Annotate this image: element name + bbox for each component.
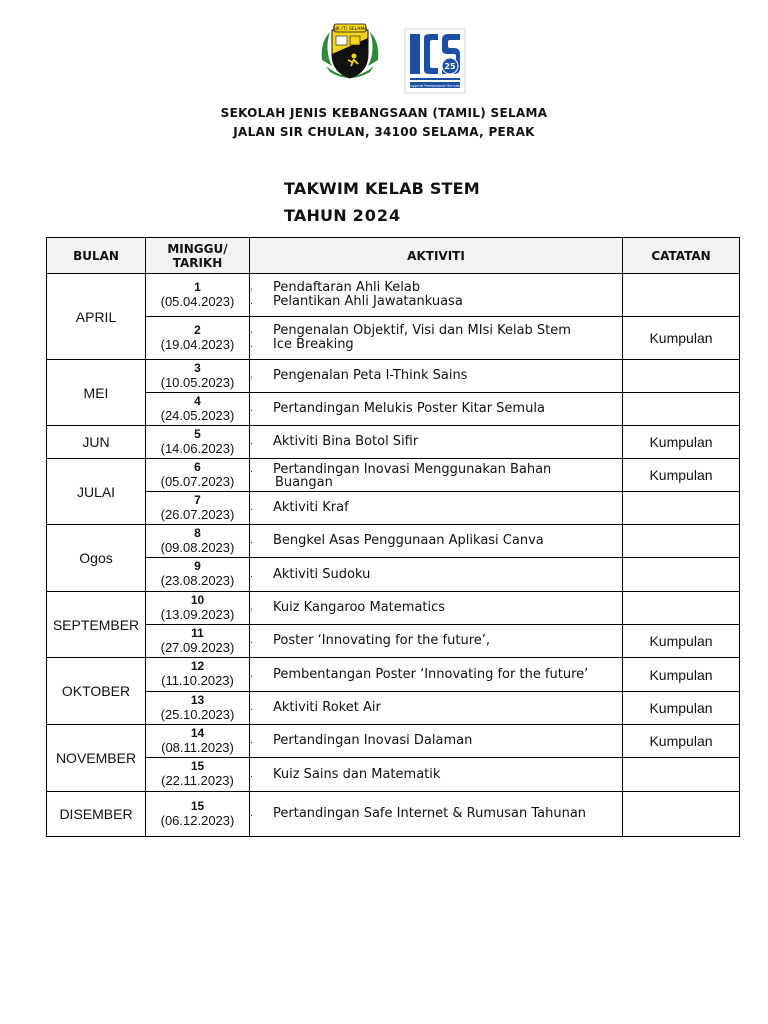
activity-cell — [250, 459, 623, 492]
activity-item — [250, 295, 622, 309]
activity-text: Pertandingan Inovasi Menggunakan Bahan — [273, 461, 552, 477]
school-header — [0, 104, 768, 142]
note-cell — [623, 492, 740, 525]
note-cell — [623, 592, 740, 625]
week-cell — [146, 658, 250, 692]
week-cell — [146, 426, 250, 459]
header-bulan: BULAN — [47, 238, 146, 274]
activity-cell — [250, 393, 623, 426]
activity-cell — [250, 317, 623, 360]
week-number: 9 — [194, 559, 201, 573]
activity-text: Aktiviti Sudoku — [273, 566, 371, 582]
week-date: (06.12.2023) — [160, 812, 235, 828]
activity-item — [250, 463, 622, 477]
school-name: SEKOLAH JENIS KEBANGSAAN (TAMIL) SELAMA — [220, 106, 548, 120]
table-row — [47, 725, 740, 758]
week-date: (05.07.2023) — [160, 473, 235, 489]
week-date: (26.07.2023) — [160, 506, 235, 522]
bullet-icon: . — [250, 437, 253, 447]
activity-item — [250, 568, 622, 582]
note-cell — [623, 274, 740, 317]
table-row — [47, 592, 740, 625]
week-number: 14 — [190, 725, 205, 740]
activity-cell — [250, 758, 623, 792]
bullet-icon: . — [250, 703, 253, 713]
activity-item — [250, 534, 622, 548]
table-row — [47, 492, 740, 525]
bullet-icon: . — [250, 769, 253, 780]
month-cell: JULAI — [47, 459, 146, 525]
activity-text: Pembentangan Poster ‘Innovating for the future’ — [273, 666, 589, 682]
activity-item — [250, 768, 622, 782]
note-cell: Kumpulan — [623, 625, 740, 658]
note-cell — [623, 558, 740, 592]
week-date: (13.09.2023) — [160, 606, 235, 622]
week-date: (05.04.2023) — [160, 293, 235, 309]
week-cell — [146, 525, 250, 558]
week-cell — [146, 360, 250, 393]
week-number: 11 — [191, 625, 204, 640]
document-title: TAKWIM KELAB STEM — [284, 179, 480, 198]
table-row — [47, 393, 740, 426]
month-cell: MEI — [47, 360, 146, 426]
week-date: (24.05.2023) — [160, 407, 235, 423]
logo-group — [318, 20, 468, 94]
bullet-icon: . — [250, 569, 253, 580]
activity-cell — [250, 426, 623, 459]
week-number: 15 — [190, 798, 205, 813]
table-row — [47, 558, 740, 592]
week-cell — [146, 725, 250, 758]
week-cell — [146, 459, 250, 492]
note-cell: Kumpulan — [623, 459, 740, 492]
month-cell: SEPTEMBER — [47, 592, 146, 658]
week-date: (22.11.2023) — [161, 773, 234, 788]
week-cell — [146, 692, 250, 725]
note-cell — [623, 792, 740, 837]
month-cell: NOVEMBER — [47, 725, 146, 792]
month-cell: APRIL — [47, 274, 146, 360]
activity-text-continued: Buangan — [275, 474, 333, 490]
activity-text: Pengenalan Objektif, Visi dan MIsi Kelab Stem — [273, 323, 571, 338]
activity-item — [250, 324, 622, 338]
week-cell — [146, 792, 250, 837]
bullet-icon: . — [250, 326, 253, 336]
week-cell — [146, 274, 250, 317]
activity-text: Pendaftaran Ahli Kelab — [273, 280, 421, 295]
table-row — [47, 758, 740, 792]
bullet-icon: . — [250, 603, 253, 613]
note-cell — [623, 758, 740, 792]
table-row — [47, 274, 740, 317]
activity-item — [250, 435, 622, 449]
table-row — [47, 792, 740, 837]
table-row — [47, 525, 740, 558]
activity-text: Pertandingan Safe Internet & Rumusan Tahunan — [273, 806, 587, 821]
ics-caption: Penggerak Pembelajaran Bermakna — [406, 83, 464, 88]
note-cell: Kumpulan — [623, 725, 740, 758]
activity-text: Aktiviti Bina Botol Sifir — [273, 434, 419, 449]
bullet-icon: . — [250, 736, 253, 746]
activity-item — [250, 281, 622, 295]
bullet-icon: . — [250, 404, 253, 414]
header-minggu — [146, 238, 250, 274]
week-cell — [146, 625, 250, 658]
activity-text: Poster ‘Innovating for the future’, — [273, 633, 491, 648]
school-crest-logo — [318, 20, 382, 84]
activity-text: Pengenalan Peta I-Think Sains — [273, 368, 468, 383]
bullet-icon: . — [250, 536, 253, 546]
activity-item — [250, 369, 622, 383]
activity-text: Aktiviti Kraf — [273, 500, 349, 515]
activity-item — [250, 501, 622, 515]
activity-cell — [250, 558, 623, 592]
week-number: 13 — [190, 692, 205, 707]
week-date: (19.04.2023) — [160, 336, 235, 352]
week-cell — [146, 317, 250, 360]
activity-text: Ice Breaking — [273, 337, 354, 352]
week-number: 10 — [190, 592, 205, 607]
week-number: 12 — [190, 659, 205, 673]
ics-number: 25 — [444, 62, 456, 71]
week-cell — [146, 592, 250, 625]
week-number: 6 — [194, 459, 201, 474]
activity-text: Pertandingan Melukis Poster Kitar Semula — [273, 401, 545, 416]
activity-cell — [250, 360, 623, 393]
activity-item — [250, 338, 622, 352]
note-cell: Kumpulan — [623, 426, 740, 459]
school-address: JALAN SIR CHULAN, 34100 SELAMA, PERAK — [233, 125, 535, 139]
activity-cell — [250, 725, 623, 758]
week-number: 4 — [194, 393, 201, 408]
activity-text: Kuiz Kangaroo Matematics — [273, 600, 446, 615]
year-value: 2024 — [352, 206, 402, 225]
bullet-icon: . — [250, 464, 253, 475]
activity-calendar-table — [46, 237, 740, 837]
table-row — [47, 459, 740, 492]
activity-cell — [250, 792, 623, 837]
activity-cell — [250, 692, 623, 725]
week-date: (23.08.2023) — [160, 573, 235, 588]
header-minggu-line2: TARIKH — [172, 255, 223, 270]
table-row — [47, 658, 740, 692]
header-catatan: CATATAN — [623, 238, 740, 274]
week-cell — [146, 558, 250, 592]
week-date: (25.10.2023) — [160, 706, 235, 722]
table-row — [47, 360, 740, 393]
bullet-icon: . — [250, 809, 253, 819]
month-cell: Ogos — [47, 525, 146, 592]
table-row — [47, 692, 740, 725]
header-minggu-line1: MINGGU/ — [167, 241, 228, 256]
table-header-row — [47, 238, 740, 274]
activity-text: Kuiz Sains dan Matematik — [273, 766, 441, 782]
activity-text: Pelantikan Ahli Jawatankuasa — [273, 294, 463, 309]
year-word: TAHUN — [284, 206, 347, 225]
week-cell — [146, 492, 250, 525]
week-date: (11.10.2023) — [161, 673, 234, 688]
week-number: 8 — [194, 525, 201, 540]
week-number: 7 — [194, 492, 201, 507]
document-year — [284, 206, 401, 225]
month-cell: DISEMBER — [47, 792, 146, 837]
activity-cell — [250, 525, 623, 558]
note-cell — [623, 525, 740, 558]
bullet-icon: . — [250, 283, 253, 293]
activity-text: Aktiviti Roket Air — [273, 700, 381, 715]
week-cell — [146, 758, 250, 792]
table-row — [47, 317, 740, 360]
activity-item — [250, 807, 622, 821]
activity-item — [250, 734, 622, 748]
activity-text: Bengkel Asas Penggunaan Aplikasi Canva — [273, 533, 544, 548]
activity-item — [250, 701, 622, 715]
week-date: (09.08.2023) — [160, 539, 235, 555]
bullet-icon: . — [250, 297, 253, 307]
activity-item — [250, 634, 622, 648]
activity-item — [250, 402, 622, 416]
activity-cell — [250, 274, 623, 317]
table-row — [47, 625, 740, 658]
bullet-icon: . — [250, 636, 253, 646]
week-date: (10.05.2023) — [160, 374, 235, 390]
note-cell: Kumpulan — [623, 317, 740, 360]
activity-item — [250, 668, 622, 682]
activity-cell — [250, 658, 623, 692]
week-date: (27.09.2023) — [160, 639, 235, 655]
week-number: 15 — [190, 759, 205, 773]
bullet-icon: . — [250, 371, 253, 381]
note-cell: Kumpulan — [623, 692, 740, 725]
note-cell: Kumpulan — [623, 658, 740, 692]
activity-cell — [250, 592, 623, 625]
week-date: (14.06.2023) — [160, 440, 235, 456]
month-cell: OKTOBER — [47, 658, 146, 725]
ics-25-logo — [404, 28, 466, 94]
bullet-icon: . — [250, 503, 253, 513]
week-number: 1 — [194, 279, 201, 294]
activity-text: Pertandingan Inovasi Dalaman — [273, 733, 473, 748]
crest-banner-text: SJK (T) SELAMA — [332, 27, 368, 32]
activity-cell — [250, 625, 623, 658]
table-row — [47, 426, 740, 459]
activity-item — [250, 601, 622, 615]
week-number: 3 — [194, 360, 201, 375]
note-cell — [623, 360, 740, 393]
note-cell — [623, 393, 740, 426]
week-number: 5 — [194, 426, 201, 441]
month-cell: JUN — [47, 426, 146, 459]
header-aktiviti: AKTIVITI — [250, 238, 623, 274]
bullet-icon: . — [250, 340, 253, 350]
week-number: 2 — [194, 322, 201, 337]
bullet-icon: . — [250, 669, 253, 680]
activity-cell — [250, 492, 623, 525]
week-cell — [146, 393, 250, 426]
week-date: (08.11.2023) — [161, 739, 234, 755]
